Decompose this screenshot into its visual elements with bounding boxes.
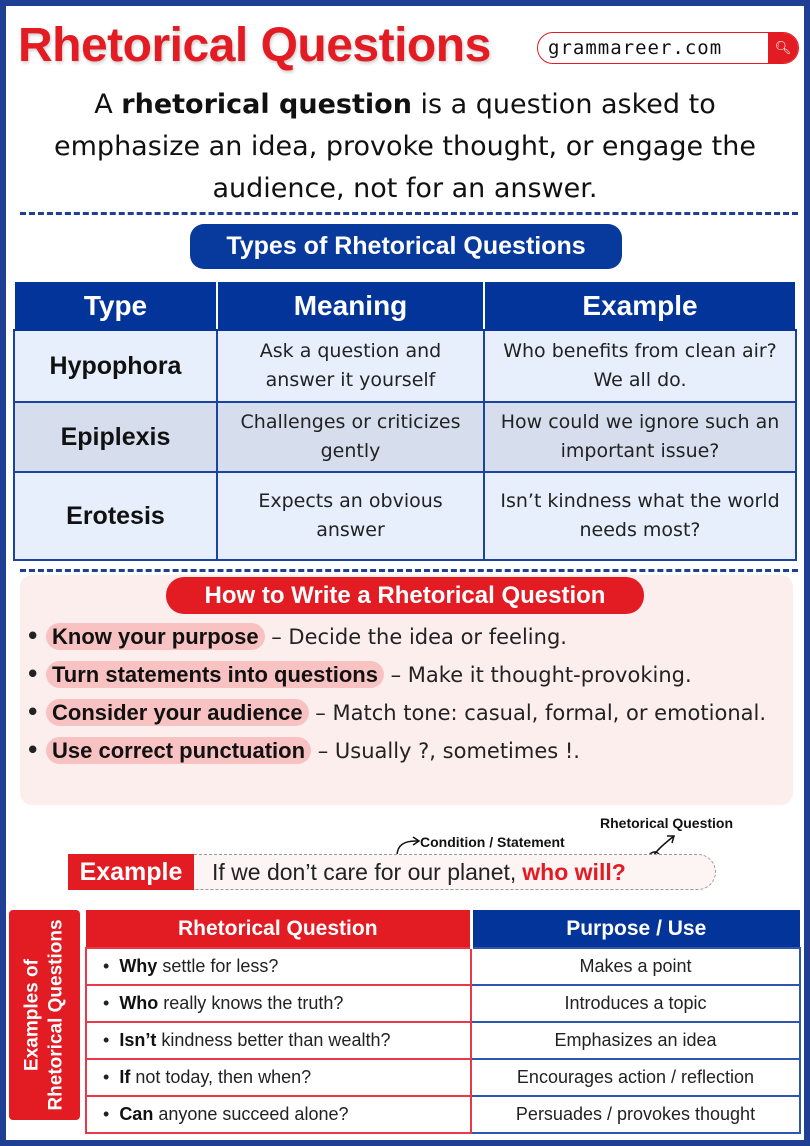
column-header: Purpose / Use [471, 910, 800, 948]
example-statement: If we don’t care for our planet, [212, 858, 517, 885]
table-row [86, 985, 800, 1022]
table-row [14, 330, 796, 402]
table-row [86, 1022, 800, 1059]
condition-note: Condition / Statement [420, 834, 565, 850]
type-cell: Hypophora [14, 330, 217, 402]
step-text: – Decide the idea or feeling. [264, 625, 567, 649]
table-row [86, 1096, 800, 1133]
steps-list [20, 618, 790, 770]
question-cell: • If not today, then when? [86, 1059, 471, 1096]
question-rest: settle for less? [157, 956, 279, 976]
page-title: Rhetorical Questions [18, 19, 491, 72]
side-label-line: Examples of [21, 959, 43, 1071]
type-cell: Erotesis [14, 472, 217, 560]
question-lead: Can [119, 1104, 154, 1124]
site-search-badge[interactable] [537, 32, 799, 64]
types-heading: Types of Rhetorical Questions [190, 224, 622, 269]
example-question: who will? [522, 858, 626, 885]
site-name: grammareer.com [548, 37, 723, 59]
example-label: Example [68, 854, 194, 890]
types-table [13, 282, 797, 561]
question-rest: not today, then when? [130, 1067, 312, 1087]
step-key: Consider your audience [46, 699, 309, 726]
example-cell: How could we ignore such an important issue? [484, 402, 796, 472]
step-text: – Make it thought-provoking. [383, 663, 692, 687]
step-key: Use correct punctuation [46, 737, 311, 764]
question-cell: • Who really knows the truth? [86, 985, 471, 1022]
question-lead: Why [119, 956, 158, 976]
list-item [20, 694, 790, 732]
divider [20, 569, 798, 572]
step-text: – Usually ?, sometimes !. [311, 739, 580, 763]
question-lead: Who [119, 993, 159, 1013]
question-rest: really knows the truth? [158, 993, 344, 1013]
purpose-cell: Encourages action / reflection [471, 1059, 800, 1096]
type-cell: Epiplexis [14, 402, 217, 472]
step-key: Turn statements into questions [46, 661, 384, 688]
example-cell: Isn’t kindness what the world needs most? [484, 472, 796, 560]
question-lead: Isn’t [119, 1030, 157, 1050]
example-sentence [194, 854, 716, 890]
meaning-cell: Ask a question and answer it yourself [217, 330, 484, 402]
divider [20, 212, 798, 215]
column-header: Rhetorical Question [86, 910, 471, 948]
list-item [20, 732, 790, 770]
column-header: Meaning [217, 282, 484, 330]
table-row [14, 402, 796, 472]
definition-post: is a question asked to emphasize an idea, provoke thought, or engage the audience, not for an answer. [54, 89, 756, 204]
table-row [14, 472, 796, 560]
examples-side-label [9, 910, 80, 1120]
column-header: Example [484, 282, 796, 330]
question-cell: • Can anyone succeed alone? [86, 1096, 471, 1133]
column-header: Type [14, 282, 217, 330]
step-key: Know your purpose [46, 623, 265, 650]
how-to-heading: How to Write a Rhetorical Question [166, 577, 644, 614]
purpose-cell: Introduces a topic [471, 985, 800, 1022]
definition-term: rhetorical question [121, 89, 412, 120]
search-icon[interactable]: 🔍︎ [768, 33, 798, 63]
list-item [20, 656, 790, 694]
meaning-cell: Challenges or criticizes gently [217, 402, 484, 472]
side-label-line: Rhetorical Questions [45, 919, 67, 1111]
table-row [86, 948, 800, 985]
definition-pre: A [94, 89, 122, 120]
step-text: – Match tone: casual, formal, or emotional. [308, 701, 767, 725]
purpose-cell: Makes a point [471, 948, 800, 985]
meaning-cell: Expects an obvious answer [217, 472, 484, 560]
question-cell: • Why settle for less? [86, 948, 471, 985]
examples-table [85, 910, 801, 1134]
question-rest: kindness better than wealth? [156, 1030, 391, 1050]
example-cell: Who benefits from clean air? We all do. [484, 330, 796, 402]
table-row [86, 1059, 800, 1096]
question-note: Rhetorical Question [600, 815, 734, 831]
question-lead: If [119, 1067, 131, 1087]
question-rest: anyone succeed alone? [153, 1104, 349, 1124]
list-item [20, 618, 790, 656]
definition [26, 84, 784, 210]
purpose-cell: Persuades / provokes thought [471, 1096, 800, 1133]
purpose-cell: Emphasizes an idea [471, 1022, 800, 1059]
question-cell: • Isn’t kindness better than wealth? [86, 1022, 471, 1059]
